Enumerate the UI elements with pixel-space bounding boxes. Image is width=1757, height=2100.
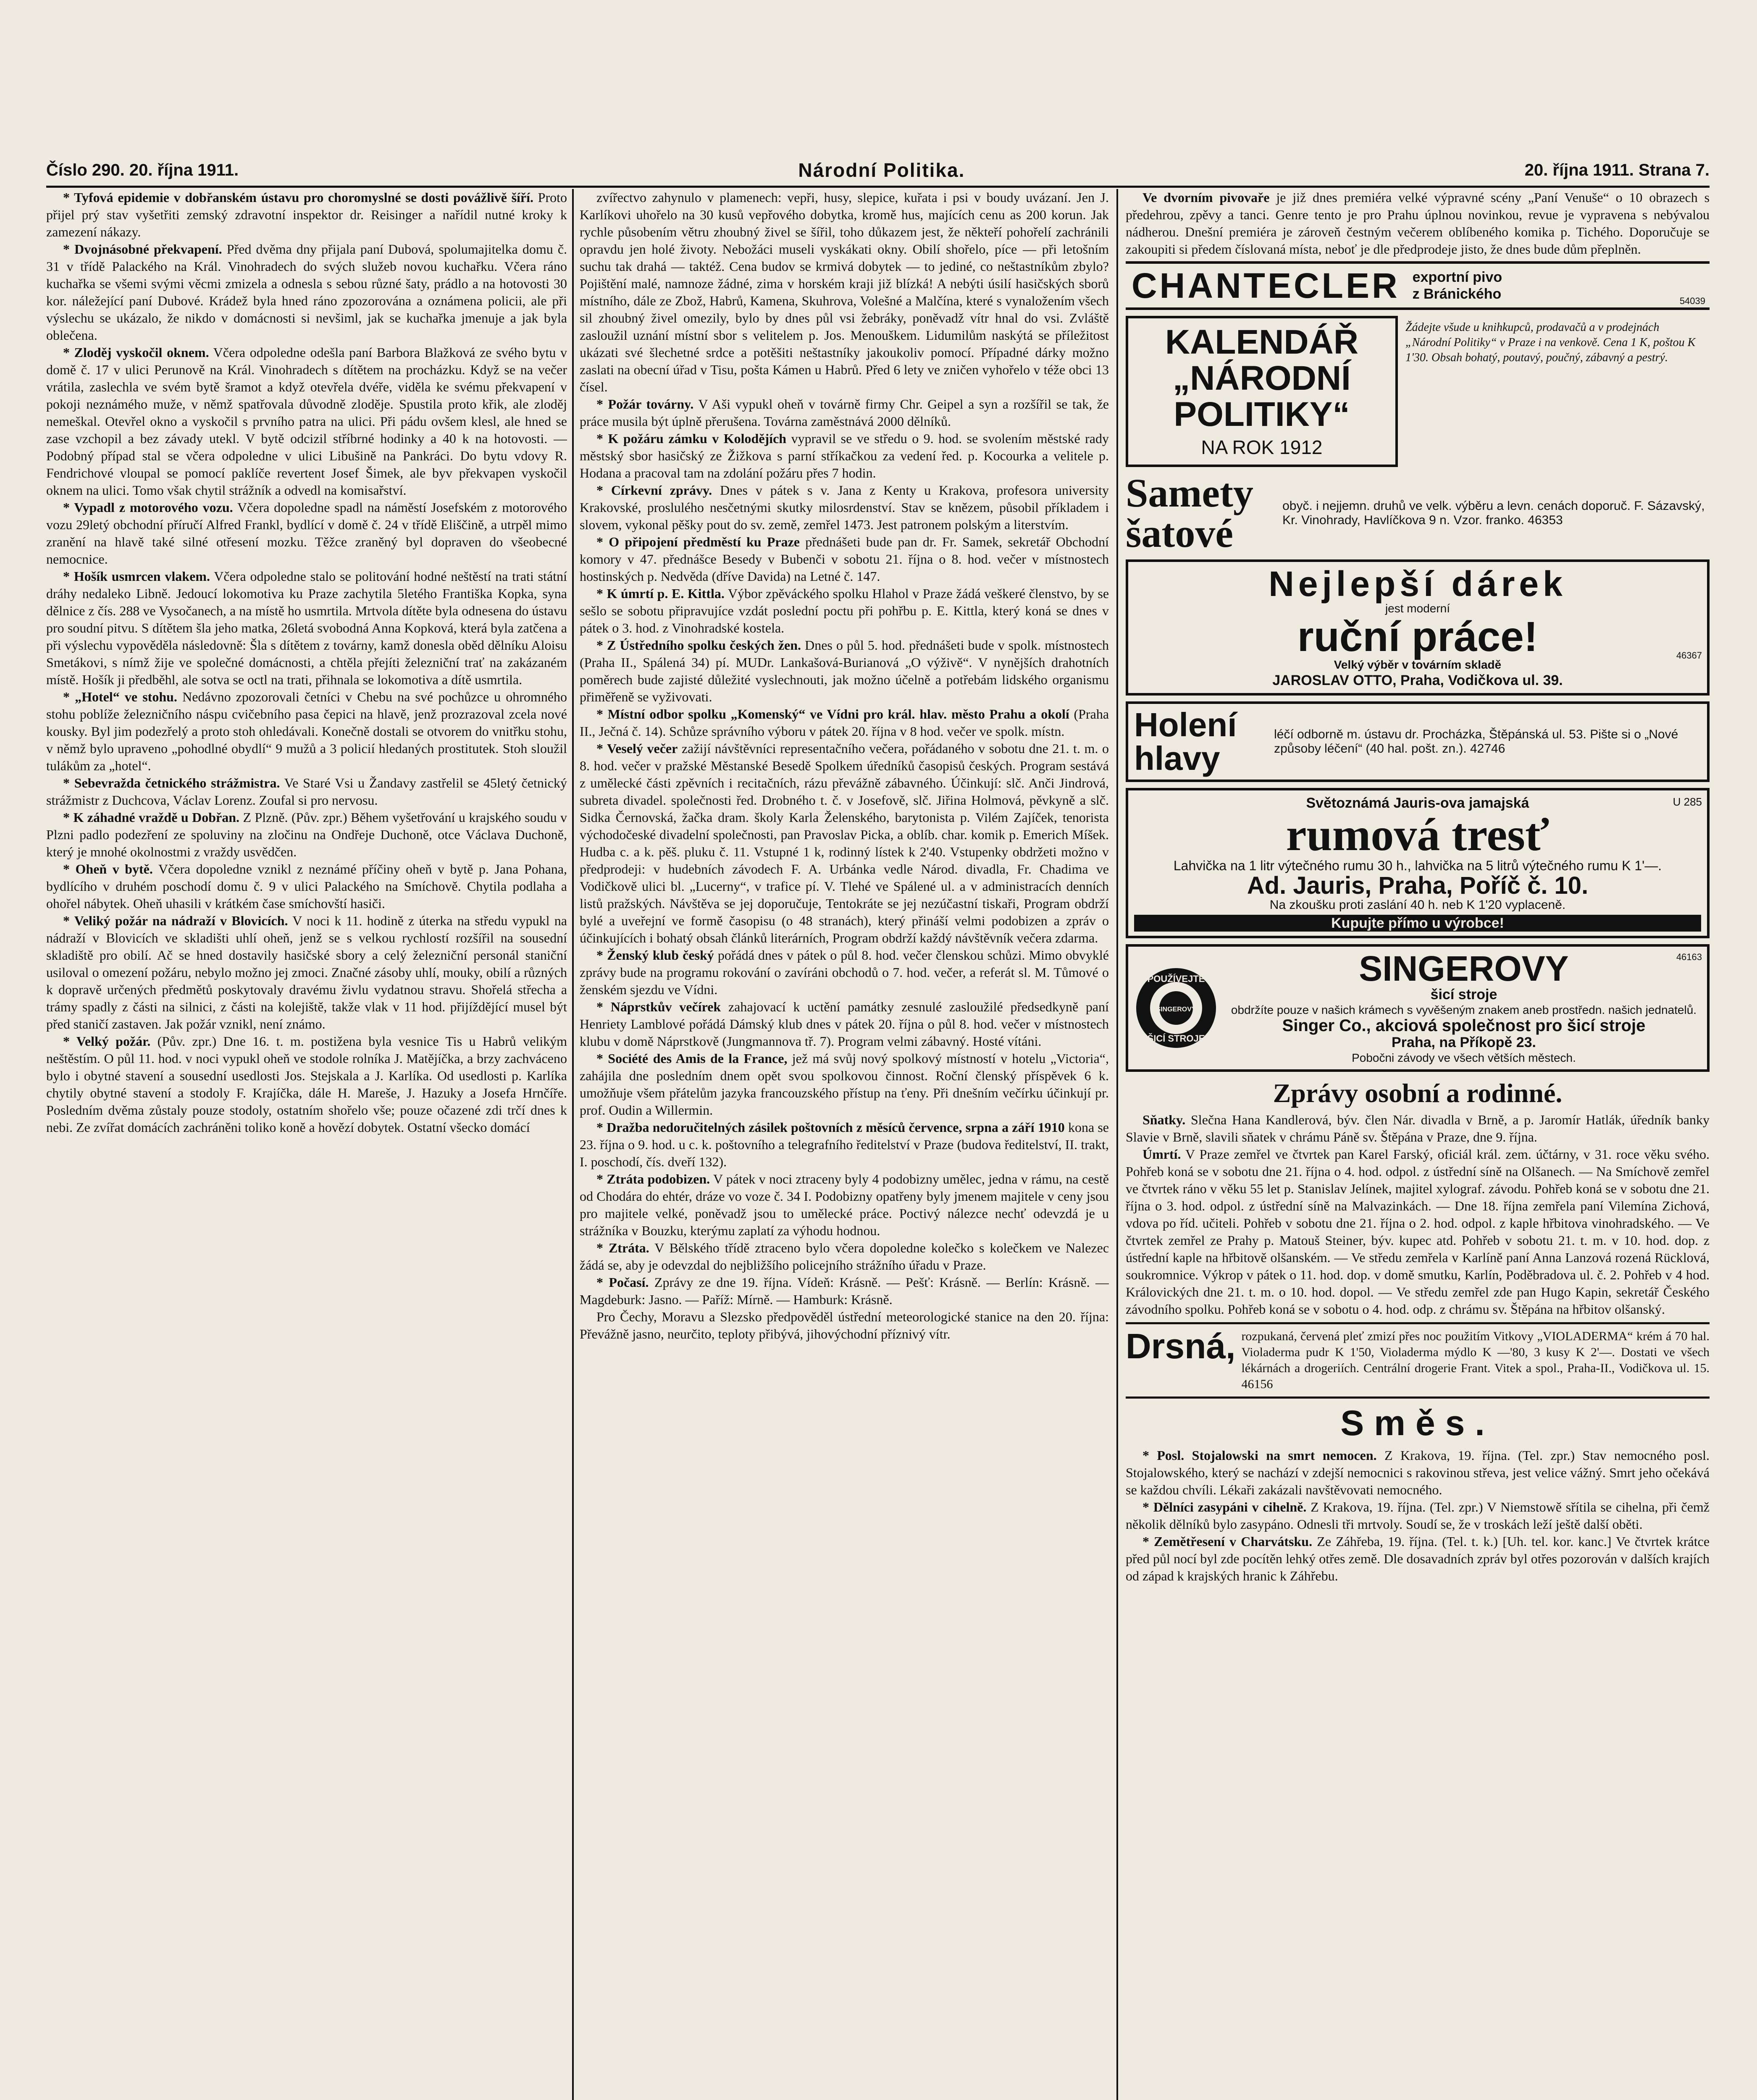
- ad-rum-sample: Na zkoušku proti zaslání 40 h. neb K 1'20 vyplaceně.: [1269, 898, 1566, 912]
- article-lead: * Požár továrny.: [596, 396, 694, 412]
- ad-samety-text: obyč. i nejjemn. druhů ve velk. výběru a levn. cenách doporuč. F. Sázavský, Kr. Vinohrady, Havlíčkova 9 n. Vzor. franko. 46353: [1282, 499, 1705, 527]
- article-lead: * Dražba nedoručitelných zásilek poštovních z měsíců července, srpna a září 1910: [596, 1120, 1065, 1135]
- ad-singer-body: [1226, 951, 1701, 1065]
- article-text: V pátek v noci ztraceny byly 4 podobizny umělec, jedna v rámu, na cestě od Chodára do ehtér, dráze vo voze č. 34 I. Podobizny opatřeny byly jmenem majitele v ceny jsou pro majitele velké, poněvadž jsou to umělecké práce. Poctivý nálezce nechť odevzdá je u strážníka v Bouzku, kterýmu zaplatí za výhodu hodnou.: [580, 1171, 1109, 1238]
- article: [46, 344, 567, 499]
- ad-kalendar-year: NA ROK 1912: [1201, 436, 1323, 458]
- divider: [1126, 1396, 1710, 1399]
- article: [580, 1308, 1109, 1343]
- article-text: Před dvěma dny přijala paní Dubová, spolumajitelka domu č. 31 v třídě Palackého na Král. Vinohradech do svých služeb novou kuchařku. Včera ráno kuchařka se všemi svými věcmi zmizela a odnesla s sebou různé šaty, prádlo a na hotovosti 30 kor. náležející paní Dubové. Krádež byla hned ráno zpozorována a oznámena policii, ale při výslechu se ukázalo, že nikdo v domácnosti si nevšiml, jak se kuchařka jmenuje a jak byla oblečena.: [46, 242, 567, 343]
- article: [46, 912, 567, 1033]
- article-lead: * Ztráta.: [596, 1240, 649, 1255]
- article-lead: * Zloděj vyskočil oknem.: [63, 345, 209, 360]
- article-lead: * Veselý večer: [596, 741, 678, 756]
- article: [580, 947, 1109, 998]
- article-text: Pro Čechy, Moravu a Slezsko předpověděl ústřední meteorologické stanice na den 20. října: Převážně jasno, neurčito, teploty přibývá, jihovýchodní příznivý vítr.: [580, 1309, 1109, 1341]
- article-text: přednášeti bude pan dr. Fr. Samek, sekretář Obchodní komory v 47. přednášce Besedy v Bubenči v sobotu 21. října o 8. hod. večer v místnostech hostinských p. Nedvěda (dříve Davida) na Letné č. 147.: [580, 534, 1109, 584]
- ad-rum-banner: Kupujte přímo u výrobce!: [1134, 915, 1701, 932]
- ad-singer-address: Praha, na Příkopě 23.: [1392, 1034, 1536, 1050]
- ad-kalendar: [1126, 316, 1710, 467]
- article-text: pořádá dnes v pátek o půl 8. hod. večer členskou schůzi. Mimo obvyklé zprávy bude na programu rokování o zavíráni obchodů o 7. hod. večer, a referát sl. M. Tůmové o ženském sjezdu ve Vídni.: [580, 948, 1109, 997]
- article-text: Slečna Hana Kandlerová, býv. člen Nár. divadla v Brně, a p. Jaromír Hatlák, úředník banky Slavie v Brně, slavili sňatek v chrámu Páně sv. Štěpána v Praze, dne 9. října.: [1126, 1112, 1710, 1144]
- article-text: Včera dopoledne vznikl z neznámé příčiny oheň v bytě p. Jana Pohana, bydlícího v druhém poschodí domu č. 9 v ulici Palackého na Smíchově. Chytila podlaha a ohořel nábytek. Oheň uhasili v krátkém čase smíchovští hasiči.: [46, 861, 567, 911]
- ad-rum-line1: Světoznámá Jauris-ova jamajská: [1306, 795, 1529, 811]
- article-lead: Ve dvorním pivovaře: [1142, 190, 1270, 205]
- ad-code: U 285: [1673, 795, 1702, 808]
- ad-darek-title: Nejlepší dárek: [1269, 564, 1567, 604]
- ad-drsna: [1126, 1328, 1710, 1392]
- ad-code: 54039: [1679, 296, 1705, 306]
- article: [580, 637, 1109, 706]
- issue-info: Číslo 290. 20. října 1911.: [46, 160, 239, 179]
- singer-logo-mid: SINGEROVY: [1156, 1006, 1196, 1013]
- article: [580, 1050, 1109, 1119]
- article-text: Ze Záhřeba, 19. října. (Tel. t. k.) [Uh. tel. kor. kanc.] Ve čtvrtek krátce před půl nocí byl zde pocítěn lehký otřes země. Dle dosavadních zpráv byl otřes pozorován v dalších krajích od západ k krajských hranic k Záhřebu.: [1126, 1534, 1710, 1583]
- article: [1126, 1146, 1710, 1318]
- article: [1126, 189, 1710, 258]
- masthead: Národní Politika.: [798, 159, 965, 181]
- ad-rum-address: Ad. Jauris, Praha, Poříč č. 10.: [1247, 872, 1589, 899]
- column-rule-2: [1116, 189, 1118, 2100]
- article-lead: * K úmrtí p. E. Kittla.: [596, 586, 725, 601]
- article: [46, 688, 567, 774]
- article-lead: * Ženský klub český: [596, 948, 714, 963]
- personal-news-list: [1126, 1111, 1710, 1318]
- article-text: zažijí návštěvníci representačního večera, pořádaného v sobotu dne 21. t. m. o 8. hod. večer v pražské Městanské Besedě Spolkem úředníků časopisů českých. Program sestává z umělecké části zpěvních i recitačních, rázu převážně zábavného. Účinkují: slč. Anči Jindrová, subreta divadel. společnosti řed. Drobného t. č. v Josefově, slč. Jiřina Holmová, pěvkyně a slč. Sidka Černovská, žačka dram. školy Karla Želenského, barytonista p. Vilém Zajíček, tenorista východočeské divadelní společnosti, pan Pravoslav Picka, a oblíb. char. komik p. Emerich Míšek. Hudba c. a k. pěš. pluku č. 11. Vstupné 1 k, rodinný lístek k 2'40. Vstupenky obdržeti možno v předprodeji: v hudebních závodech F. A. Urbánka vedle Národ. divadla, Fr. Chadima ve Vodičkově ulici bl. „Lucerny“, v trafice pí. V. Tlehé ve Spálené ul. a v administracích denních listů pražských. Návštěva se jej doporučuje, Tentokráte se jej nezúčastní tiskaři, Program obdrží bylé a uveřejní ve formě časopisu (o 48 stranách), který přináší velmi podobizen a zpráv o účinkujících i bohatý obsah článků literárních, Program obdrží každý návštěvník večera zdarma.: [580, 741, 1109, 945]
- article-text: Z Plzně. (Pův. zpr.) Během vyšetřování u krajského soudu v Plzni padlo podezření ze spoluviny na zločinu na Ondřeje Duchoně, otce Václava Duchoně, který je mnohé okolnostmi z vraždy usvědčen.: [46, 810, 567, 859]
- article-text: Z Krakova, 19. října. (Tel. zpr.) Stav nemocného posl. Stojalowského, který se nachází v zdejší nemocnici s rakovinou střeva, jest velice vážný. Smrt jeho očekává se každou chvíli. Lékaři zakázali navštěvovati nemocného.: [1126, 1448, 1710, 1497]
- article-text: Výbor zpěváckého spolku Hlahol v Praze žádá veškeré členstvo, by se sešlo se sobotu připravujíce vzdát poslední poctu při pohřbu p. E. Kittla, který koná se dnes v pátek o 3. hod. z Vinohradské kostela.: [580, 586, 1109, 635]
- article-text: zvířectvo zahynulo v plamenech: vepři, husy, slepice, kuřata i psi v boudy uvázaní. Jen J. Karlíkovi uhořelo na 30 kusů vepřového dobytka, kromě hus, majících cenu as 200 korun. Jak rychle působením větru zhoubný živel se šířil, toho důkazem jest, že někteří pohořelí zachránili opravdu jen holé životy. Nebožáci museli vyskákati okny. Obilí shořelo, píce — při letošním suchu tak drahá — taktéž. Cena budov se krmivá dobytek — to jediné, co neštastníkům zbylo? Pojištění malé, namnoze žádné, zima v horském kraji již blízká! A nebýti úsilí hasičských sborů místního, dále ze Zbož, Habrů, Kamena, Skuhrova, Volešné a Malčína, které s vynaložením všech sil zhoubný živel omezily, bylo by dnes půl vsi žebráky, poněvadž vítr hnal do vsi. Zvláště zasloužil uznání místní sbor s velitelem p. Jos. Menouškem. Lidumilům naskýtá se příležitost ukázati své šlechetné srdce a potěšiti neštastníky jakoukoliv pomocí. Případné dárky možno zaslati na obecní úřad v Tisu, pošta Kámen u Habrů. Před 6 lety ve zničen vyhořelo v téže obci 13 čísel.: [580, 190, 1109, 394]
- ad-chantecler-line1: exportní pivo: [1412, 269, 1502, 285]
- misc-news-list: [1126, 1447, 1710, 1585]
- ad-singer-text: obdržíte pouze v našich krámech s vyvěšeným znakem aneb prostředn. našich jednatelů.: [1231, 1003, 1697, 1016]
- newspaper-page: [46, 155, 1710, 2100]
- article-text: je již dnes premiéra velké výpravné scény „Paní Venuše“ o 10 obrazech s předehrou, zpěvy a tanci. Genre tento je pro Prahu úplnou novinkou, revue je vypravena s nebývalou nádherou. Dnešní premiéra je zároveň čestným večerem oblíbeného komika p. Tichého. Doporučuje se zakoupiti si předem číslovaná místa, neboť je dle předprodeje jisto, že dnes bude dům přeplněn.: [1126, 190, 1710, 257]
- ad-samety-title: Samety šatové: [1126, 470, 1253, 556]
- ad-drsna-title: Drsná,: [1126, 1326, 1236, 1366]
- article: [1126, 1447, 1710, 1499]
- ad-kalendar-side: Žádejte všude u knihkupců, prodavačů a v prodejnách „Národní Politiky“ v Praze i na venkově. Cena 1 K, poštou K 1'30. Obsah bohatý, poutavý, poučný, zábavný a pestrý.: [1405, 321, 1696, 364]
- article: [1126, 1533, 1710, 1585]
- article-lead: * Hošík usmrcen vlakem.: [63, 569, 210, 584]
- article-lead: * „Hotel“ ve stohu.: [63, 689, 177, 704]
- article-text: (Pův. zpr.) Dne 16. t. m. postižena byla vesnice Tis u Habrů velikým neštěstím. O půl 11. hod. v noci vypukl oheň ve stodole rolníka J. Matějíčka, a brzy zachváceno bylo i obytné stavení a sousední usedlosti Jos. Stejskala a J. Karlíka. Od usedlosti p. Karlíka chytily obytné stavení a stodoly F. Krajíčka, dále H. Mareše, J. Hazuky a Josefa Hrnčíře. Posledním dvěma zůstaly pouze stodoly, ostatním shořelo vše; pouze očazené zdi trčí dnes k nebi. Ze zvířat domácích zachráněni toliko koně a hovězí dobytek. Ostatní všecko domácí: [46, 1034, 567, 1135]
- article: [1126, 1499, 1710, 1533]
- ad-darek-address: JAROSLAV OTTO, Praha, Vodičkova ul. 39.: [1272, 672, 1563, 688]
- column-1: [46, 189, 567, 2100]
- article-lead: Úmrtí.: [1142, 1147, 1181, 1162]
- article: [46, 189, 567, 241]
- ad-darek-sub: jest moderní: [1385, 602, 1450, 615]
- article-text: Včera odpoledne odešla paní Barbora Blažková ze svého bytu v domě č. 17 v ulici Perunově na Král. Vinohradech s dítětem na procházku. Když se na večer vrátila, zaslechla ve svém bytě šramot a když otevřela dvéře, viděla ke svému překvapení v pokoji neznámého muže, v němž spatřovala důvodně zloděje. Spustila proto křik, ale zloděj nemeškal. Otevřel okno a vyskočil s prvního patra na ulici. Při pádu ovšem klesl, ale hned se zase vzchopil a bez závady utekl. V bytě odcizil stříbrné hodinky a 40 k na hotovosti. — Podobný případ stal se včera odpoledne v ulici Libušině na Pankráci. Do bytu vdovy R. Fendrichové vloupal se pomocí paklíče revertent Josef Šimek, ale byv překvapen vyskočil oknem na ulici. Tomo však chytil strážník a odvedl na komisařství.: [46, 345, 567, 498]
- ad-code: 46163: [1676, 952, 1702, 962]
- ad-singer-title: SINGEROVY: [1359, 949, 1569, 988]
- article-lead: * Vypadl z motorového vozu.: [63, 500, 233, 515]
- ad-darek: [1126, 559, 1710, 696]
- ad-drsna-text: rozpukaná, červená pleť zmizí přes noc použitím Vitkovy „VIOLADERMA“ krém á 70 hal. Violaderma pudr K 1'50, Violaderma mýdlo K —'80, 3 kusy K 2'—. Dostati ve všech lékárnách a drogeriích. Centrální drogerie Frant. Vitek a spol., Praha-II., Vodičkova ul. 15. 46156: [1241, 1329, 1710, 1391]
- ad-kalendar-line1: KALENDÁŘ: [1165, 323, 1359, 361]
- page-header: [46, 155, 1710, 185]
- article-text: zahajovací k uctění památky zesnulé zasloužilé předsedkyně paní Henriety Lamblové pořádá Dámský klub dnes v pátek 20. října o půl 8. hod. večer v místnostech klubu v domě Náprstkově (Jungmannova tř. 7). Program velmi zábavný. Hosté vítáni.: [580, 999, 1109, 1049]
- ad-singer-sub: šicí stroje: [1430, 987, 1497, 1003]
- article-lead: * Sebevražda četnického strážmistra.: [63, 775, 280, 790]
- ad-chantecler: [1126, 261, 1710, 310]
- ad-singer-branches: Pobočni závody ve všech větších městech.: [1352, 1051, 1576, 1064]
- article-text: Dnes o půl 5. hod. přednášeti bude v spolk. místnostech (Praha II., Spálená 34) pí. MUDr. Lankašová-Burianová „O výživě“. V nynějších drahotních poměrech bude zajisté důležité vyslechnouti, jak možno účelně a potřebám lidského organismu přiměřeně se vyživovati.: [580, 638, 1109, 704]
- article-lead: * Société des Amis de la France,: [596, 1051, 788, 1066]
- singer-logo-top: POUŽÍVEJTE: [1147, 974, 1205, 984]
- article-lead: * K záhadné vraždě u Dobřan.: [63, 810, 240, 825]
- section-title-personal: Zprávy osobní a rodinné.: [1273, 1078, 1563, 1108]
- article: [580, 740, 1109, 947]
- article-text: V Bělského třídě ztraceno bylo včera dopoledne kolečko s kolečkem ve Nalezec žádá se, aby je odevzdal do nejbližšího policejního strážního úřadu v Praze.: [580, 1240, 1109, 1273]
- article: [580, 706, 1109, 740]
- ad-kalendar-line2: „NÁRODNÍ: [1173, 359, 1351, 397]
- section-title-misc: Směs.: [1340, 1403, 1495, 1443]
- article: [46, 861, 567, 912]
- article: [580, 430, 1109, 482]
- article-text: (Praha II., Ječná č. 14). Schůze správního výboru v pátek 20. října v 8 hod. večer ve spolk. místn.: [580, 706, 1109, 739]
- article-lead: * Veliký požár na nádraží v Blovicích.: [63, 913, 288, 928]
- ad-holeni-text: léčí odborně m. ústavu dr. Procházka, Štěpánská ul. 53. Pište si o „Nové způsoby léčení“ (40 hal. pošt. zn.). 42746: [1274, 727, 1678, 756]
- article-text: Včera odpoledne stalo se politování hodné neštěstí na trati státní dráhy nedaleko Libně. Jedoucí lokomotiva ku Praze zachytila 5letého Františka Kopka, syna dělnice z čís. 288 ve Vysočanech, a na místě ho usmrtila. Mrtvola dítěte byla odnesena do ústavu pro soudní pitvu. S dítětem šla jeho matka, 26letá svobodná Anna Kopková, která byla zatčena a při výslechu vypověděla následovně: Šla s dítětem z továrny, kamž donesla oběd dělníku Aloisu Smetákovi, s nímž žije ve společné domácnosti, a chtěla přejíti železniční trať na zakázaném místě. Hošík ji předběhl, ale sotva se octl na trati, přihnala se lokomotiva a dítě usmrtila.: [46, 569, 567, 687]
- article-text: Zprávy ze dne 19. října. Vídeň: Krásně. — Pešť: Krásně. — Berlín: Krásně. — Magdeburk: Jasno. — Paříž: Mírně. — Hamburk: Krásně.: [580, 1275, 1109, 1307]
- ad-samety: [1126, 470, 1710, 556]
- article-text: V Praze zemřel ve čtvrtek pan Karel Farský, oficiál král. zem. účtárny, v 31. roce věku svého. Pohřeb koná se v sobotu dne 21. října o 4. hod. odpol. z ústřední síně na Olšanech. — Na Smíchově zemřel ve čtvrtek ráno v věku 55 let p. Stanislav Jelínek, majitel xylograf. závodu. Pohřeb koná se v sobotu dne 21. října o 3. hod. odpol. z ústřední síně na Malvazinkách. — Dne 18. října zemřela paní Vilemína Zichová, vdova po říd. učiteli. Pohřeb v sobotu dne 21. října o 2. hod. odpol. z kaple hřbitova vinohradského. — Ve čtvrtek zemřel ze Prahy p. Matouš Steiner, býv. kupec atd. Pohřeb v sobotu 21. t. m. v 10. hod. dop. z ústřední kaple na hřbitově olšanském. — Ve středu zemřela v Karlíně paní Anna Lanzová rozená Rücklová, soukromnice. Výkrop v pátek o 11. hod. dop. v domě smutku, Karlín, Poděbradova ul. č. 2. Pohřeb v 4 hod. Královických dne 21. t. m. o 10. hod. dopol. — Ve středu zemřel zde pan Hugo Kapin, sekretář Českého závodního spolku. Pohřeb koná se v sobotu o 4. hod. odp. z chrámu sv. Štěpána na hřbitov olšanský.: [1126, 1147, 1710, 1317]
- article-lead: * Tyfová epidemie v dobřanském ústavu pro choromyslné se dosti povážlivě šíří.: [63, 190, 534, 205]
- ad-rum-title: rumová tresť: [1286, 809, 1550, 860]
- article: [46, 499, 567, 568]
- article-lead: * Místní odbor spolku „Komenský“ ve Vídni pro král. hlav. město Prahu a okolí: [596, 706, 1069, 722]
- article-lead: * Oheň v bytě.: [63, 861, 153, 877]
- ad-chantecler-title: CHANTECLER: [1132, 266, 1400, 305]
- ad-holeni: [1126, 701, 1710, 782]
- article-lead: * Ztráta podobizen.: [596, 1171, 710, 1186]
- ad-singer-company: Singer Co., akciová společnost pro šicí stroje: [1282, 1016, 1646, 1035]
- article-lead: * O připojení předměstí ku Praze: [596, 534, 800, 549]
- article: [580, 189, 1109, 396]
- article-lead: * Posl. Stojalowski na smrt nemocen.: [1142, 1448, 1377, 1463]
- article-text: Z Krakova, 19. října. (Tel. zpr.) V Niemstowě sřítila se cihelna, při čemž několik dělníků bylo zasypáno. Odnesli tři mrtvoly. Soudí se, že v troskách leží ještě další oběti.: [1126, 1499, 1710, 1532]
- article-lead: * Počasí.: [596, 1275, 649, 1290]
- ad-rum-price: Lahvička na 1 litr výtečného rumu 30 h., lahvička na 5 litrů výtečného rumu K 1'—.: [1173, 858, 1662, 873]
- article-text: Ve Staré Vsi u Žandavy zastřelil se 45letý četnický strážmistr z Duchcova, Václav Lorenz. Zoufal si pro nervosu.: [46, 775, 567, 808]
- divider: [1126, 1322, 1710, 1324]
- article: [580, 396, 1109, 430]
- article: [580, 1119, 1109, 1171]
- article: [46, 1033, 567, 1136]
- singer-logo-bot: ŠICÍ STROJE: [1147, 1033, 1205, 1044]
- ad-holeni-title: Holení hlavy: [1134, 706, 1237, 777]
- article-text: V Aši vypukl oheň v továrně firmy Chr. Geipel a syn a rozšířil se tak, že práce musila být úplně přerušena. Továrna zaměstnává 2000 dělníků.: [580, 396, 1109, 429]
- ad-darek-main: ruční práce!: [1297, 613, 1538, 660]
- article: [580, 998, 1109, 1050]
- article: [46, 241, 567, 344]
- ad-code: 46367: [1676, 650, 1702, 661]
- ad-kalendar-line3: POLITIKY“: [1174, 395, 1350, 433]
- column-rule-1: [572, 189, 574, 2100]
- article-lead: * Zemětřesení v Charvátsku.: [1142, 1534, 1313, 1549]
- singer-logo-icon: [1134, 966, 1218, 1050]
- article-lead: * Náprstkův večírek: [596, 999, 721, 1014]
- article-text: Dnes v pátek s v. Jana z Kenty u Krakova, profesora university Krakovské, proslulého nesčetnými skutky milosrdenství. Stav se knězem, působil příkladem i slovem, vykonal pěšky pout do sv. země, zemřel 1473. Jest patronem polským a literstvím.: [580, 483, 1109, 532]
- article-lead: * K požáru zámku v Kolodějích: [596, 431, 787, 446]
- article: [580, 1239, 1109, 1274]
- article-lead: * Církevní zprávy.: [596, 483, 712, 498]
- article-lead: * Z Ústředního spolku českých žen.: [596, 638, 801, 653]
- article-text: kona se 23. října o 9. hod. u c. k. poštovního a telegrafního ředitelství v Praze (budova ředitelství, II. trakt, I. poschodí, čís. dveří 132).: [580, 1120, 1109, 1169]
- article-lead: * Dělníci zasypáni v cihelně.: [1142, 1499, 1307, 1515]
- article-lead: Sňatky.: [1142, 1112, 1186, 1127]
- article: [580, 1171, 1109, 1239]
- article: [46, 809, 567, 861]
- ad-chantecler-line2: z Bránického: [1412, 286, 1502, 302]
- column-3: [1126, 189, 1710, 2100]
- article: [580, 533, 1109, 585]
- article-text: Nedávno zpozorovali četníci v Chebu na své pochůzce u ohromného stohu poblíže železničního náspu cvičebního pasa čepici na hlavě, jenž prozrazoval zcela nové kousky. Byl jim podezřelý a proto stoh ohledávali. Konečně dostali se otvorem do vnitřku stohu, v němž bylo upraveno „pohodlné obydlí“ 9 mužů a 3 policií hledaných prostitutek. Stoh sloužil tulákům za „hotel“.: [46, 689, 567, 773]
- header-rule: [46, 186, 1710, 188]
- ad-rum: [1126, 788, 1710, 938]
- article-text: vypravil se ve středu o 9. hod. se svolením městské rady městský sbor hasičský ze Žižkova s parní stříkačkou za vedení řed. p. Kocourka a velitele p. Hodana a pracoval tam na zdolání požáru přes 7 hodin.: [580, 431, 1109, 480]
- article: [580, 1274, 1109, 1308]
- ad-kalendar-box: [1126, 316, 1398, 467]
- ad-darek-store: Velký výběr v továrním skladě: [1334, 658, 1502, 671]
- article-lead: * Dvojnásobné překvapení.: [63, 242, 222, 257]
- article-text: V noci k 11. hodině z úterka na středu vypukl na nádraží v Blovicích ve skladišti uhlí oheň, jenž se s velkou rychlostí rozšířil na sousední skladiště pro obilí. Ač se hned dostavily hasičské sbory a celý železniční personál staniční usiloval o omezení požáru, nebylo možno jej zmoci. Značné zásoby uhlí, mouky, obilí a různých k dopravě určených předmětů poskytovaly dravému živlu vydatnou stravu. Shořelá střecha a trámy spadly z části na silnici, z části na kolejiště, takže vlak v 11 hod. přijíždějící musel být před staničí zastaven. Jak požár vznikl, není známo.: [46, 913, 567, 1032]
- article: [580, 482, 1109, 533]
- article-text: jež má svůj nový spolkový místností v hotelu „Victoria“, zahájila dne posledním dnem opět svou spolkovou činnost. Roční členský příspěvek 6 k. umožňuje všem přátelům jazyka francouzského přístup na ťeny. Při dnešním večírku účinkují pr. prof. Oudin a Willermin.: [580, 1051, 1109, 1118]
- article-text: Proto přijel prý stav vyšetřiti zemský zdravotní inspektor dr. Reisinger a nařídil nutné kroky k zamezení nákazy.: [46, 190, 567, 239]
- article: [46, 568, 567, 688]
- article: [46, 774, 567, 809]
- article-lead: * Velký požár.: [63, 1034, 151, 1049]
- article: [580, 585, 1109, 637]
- column-2: [580, 189, 1109, 2100]
- article-text: Včera dopoledne spadl na náměstí Josefském z motorového vozu 29letý obchodní příručí Alfred Frankl, bydlící v domě č. 24 v třídě Eliščině, a utrpěl mimo zranění na hlavě také silné otřesení mozku. Těžce zraněný byl dopraven do všeobecné nemocnice.: [46, 500, 567, 567]
- page-info: 20. října 1911. Strana 7.: [1524, 160, 1710, 179]
- ad-singer: [1126, 944, 1710, 1072]
- article: [1126, 1111, 1710, 1146]
- ad-chantecler-tagline: [1413, 269, 1502, 302]
